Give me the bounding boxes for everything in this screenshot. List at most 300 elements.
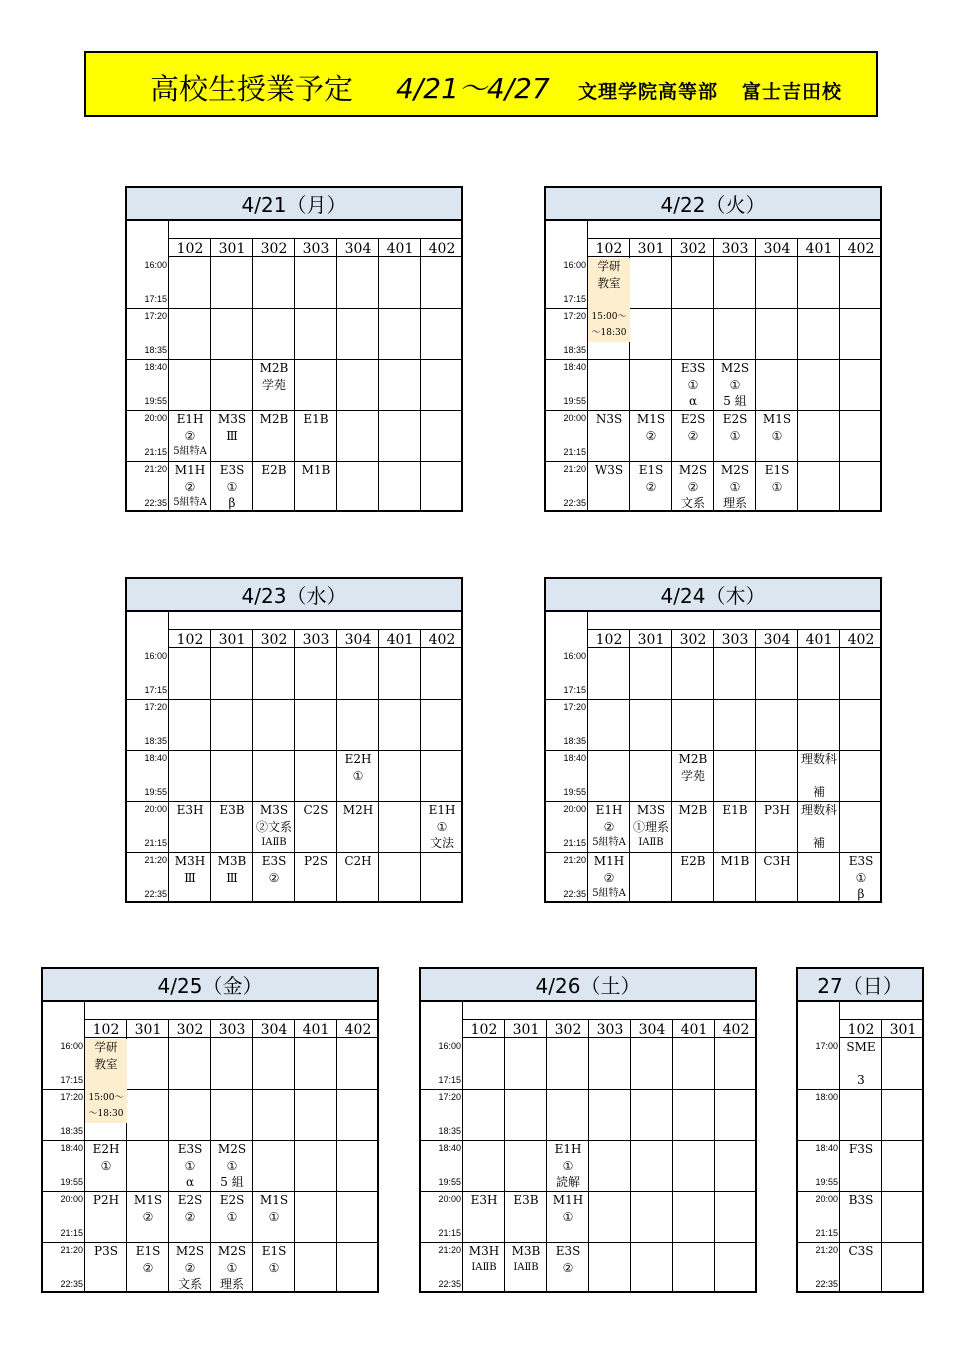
- class-line: M1B: [301, 463, 331, 477]
- time-start: 18:40: [563, 362, 586, 372]
- spacer: [588, 292, 630, 309]
- time-end: 22:35: [563, 498, 586, 508]
- spacer: [85, 1073, 127, 1090]
- class-cell: [840, 853, 882, 904]
- row-divider: [127, 308, 461, 309]
- class-line: M2B: [259, 412, 289, 426]
- class-line: M2B: [259, 361, 289, 375]
- class-cell: [169, 411, 211, 462]
- class-cell: [672, 853, 714, 904]
- class-line: ①: [562, 1209, 574, 1224]
- time-end: 19:55: [563, 396, 586, 406]
- class-line: ①: [771, 479, 783, 494]
- class-line: α: [688, 394, 698, 408]
- class-line: ①: [226, 1260, 238, 1275]
- room-label-304: 304: [763, 241, 791, 257]
- class-line: E1H: [595, 803, 623, 817]
- class-line: ①: [771, 428, 783, 443]
- time-start: 18:40: [563, 753, 586, 763]
- time-start: 21:20: [815, 1245, 838, 1255]
- class-line: β: [228, 496, 236, 510]
- room-label-304: 304: [638, 1022, 666, 1038]
- class-cell: [798, 802, 840, 853]
- row-divider: [127, 750, 461, 751]
- class-cell: [169, 1141, 211, 1192]
- time-end: 18:35: [144, 736, 167, 746]
- class-line: M3H: [468, 1244, 500, 1258]
- class-cell: [547, 1192, 589, 1243]
- class-line: M2S: [217, 1142, 247, 1156]
- class-cell: [169, 1243, 211, 1294]
- class-line: ②: [645, 479, 657, 494]
- time-start: 16:00: [563, 260, 586, 270]
- class-line: N3S: [595, 412, 623, 426]
- class-cell: [211, 411, 253, 462]
- time-start: 21:20: [144, 855, 167, 865]
- study-room-hours: 15:00～: [88, 1093, 124, 1103]
- class-line: E1B: [303, 412, 329, 426]
- study-room-label: 教室: [597, 276, 621, 290]
- time-end: 17:15: [60, 1075, 83, 1085]
- class-line: ⅠAⅡB: [638, 837, 664, 848]
- class-line: M3S: [259, 803, 289, 817]
- school-name: 文理学院高等部: [578, 81, 719, 103]
- room-label-304: 304: [260, 1022, 288, 1038]
- class-line: P3H: [763, 803, 791, 817]
- column-divider: [336, 1019, 337, 1293]
- class-cell: [630, 802, 672, 853]
- class-line: C2H: [344, 854, 372, 868]
- class-line: ⅠAⅡB: [471, 1261, 497, 1273]
- class-line: ①: [687, 377, 699, 392]
- class-line: ①理系: [632, 819, 669, 834]
- class-line: 5 組: [723, 394, 747, 408]
- class-line: ②: [142, 1209, 154, 1224]
- class-line: 読解: [555, 1175, 580, 1189]
- class-line: C3S: [848, 1244, 874, 1258]
- day-schedule-0423: [125, 577, 463, 903]
- class-cell: [127, 1243, 169, 1294]
- room-label-402: 402: [344, 1022, 372, 1038]
- class-line: E2H: [92, 1142, 120, 1156]
- study-room-hours: ～18:30: [88, 1109, 124, 1119]
- branch-name: 富士吉田校: [742, 81, 843, 103]
- class-cell: [588, 853, 630, 904]
- time-start: 17:20: [144, 702, 167, 712]
- class-line: E1B: [722, 803, 748, 817]
- class-line: M1B: [720, 854, 750, 868]
- class-line: E3B: [219, 803, 245, 817]
- title-banner: [84, 51, 878, 117]
- class-cell: [630, 411, 672, 462]
- study-room-label: 教室: [94, 1057, 118, 1071]
- class-line: M3S: [217, 412, 247, 426]
- week-range: 4/21～4/27: [396, 72, 550, 105]
- day-title: 4/25（金）: [43, 969, 377, 1002]
- room-label-401: 401: [680, 1022, 708, 1038]
- class-cell: [211, 1141, 253, 1192]
- day-schedule-0424: [544, 577, 882, 903]
- class-line: ⅠAⅡB: [513, 1261, 539, 1273]
- time-end: 18:35: [438, 1126, 461, 1136]
- class-cell: [337, 853, 379, 904]
- class-cell: [756, 802, 798, 853]
- time-start: 17:20: [60, 1092, 83, 1102]
- time-start: 20:00: [563, 413, 586, 423]
- class-line: SME: [846, 1040, 876, 1054]
- class-line: [798, 819, 840, 836]
- class-cell: [337, 802, 379, 853]
- class-line: [840, 1056, 882, 1073]
- class-line: ②: [184, 428, 196, 443]
- class-line: M1S: [636, 412, 666, 426]
- class-line: E2H: [344, 752, 372, 766]
- class-line: E2S: [680, 412, 706, 426]
- time-end: 17:15: [438, 1075, 461, 1085]
- class-line: B3S: [848, 1193, 874, 1207]
- class-cell: [85, 1141, 127, 1192]
- class-cell: [421, 802, 463, 853]
- class-cell: [672, 751, 714, 802]
- time-end: 19:55: [438, 1177, 461, 1187]
- column-divider: [378, 238, 379, 512]
- class-cell: [253, 462, 295, 513]
- class-line: M2S: [720, 463, 750, 477]
- class-line: E1S: [261, 1244, 287, 1258]
- room-label-401: 401: [805, 632, 833, 648]
- class-line: E2B: [680, 854, 706, 868]
- time-start: 17:20: [563, 311, 586, 321]
- class-line: ②: [603, 819, 615, 834]
- class-cell: [253, 1243, 295, 1294]
- class-line: M2B: [678, 803, 708, 817]
- time-start: 17:20: [438, 1092, 461, 1102]
- time-end: 19:55: [144, 787, 167, 797]
- row-divider: [421, 1089, 755, 1090]
- class-line: C3H: [763, 854, 791, 868]
- study-room-hours: ～18:30: [591, 328, 627, 338]
- room-label-304: 304: [763, 632, 791, 648]
- class-line: P2H: [92, 1193, 120, 1207]
- class-cell: [211, 1192, 253, 1243]
- room-label-401: 401: [805, 241, 833, 257]
- time-end: 22:35: [144, 889, 167, 899]
- class-line: 学苑: [680, 768, 705, 783]
- column-divider: [630, 1019, 631, 1293]
- class-line: C2S: [303, 803, 329, 817]
- room-label-102: 102: [176, 632, 204, 648]
- room-label-304: 304: [344, 241, 372, 257]
- day-schedule-0422: [544, 186, 882, 512]
- time-end: 18:35: [60, 1126, 83, 1136]
- class-line: E1H: [428, 803, 456, 817]
- time-start: 16:00: [563, 651, 586, 661]
- class-line: ①: [352, 768, 364, 783]
- time-end: 22:35: [815, 1279, 838, 1289]
- class-cell: [169, 853, 211, 904]
- class-line: Ⅲ: [226, 428, 238, 443]
- class-cell: [295, 411, 337, 462]
- time-end: 18:35: [563, 345, 586, 355]
- class-line: ②: [268, 870, 280, 885]
- class-cell: [505, 1192, 547, 1243]
- time-start: 20:00: [563, 804, 586, 814]
- class-line: ①: [100, 1158, 112, 1173]
- class-line: ②: [184, 479, 196, 494]
- time-end: 17:15: [563, 685, 586, 695]
- class-line: ①: [729, 479, 741, 494]
- room-label-402: 402: [722, 1022, 750, 1038]
- class-cell: [295, 853, 337, 904]
- class-line: M1H: [174, 463, 206, 477]
- class-line: ②: [142, 1260, 154, 1275]
- class-line: ①: [226, 1158, 238, 1173]
- class-line: ①: [268, 1260, 280, 1275]
- class-line: M2S: [175, 1244, 205, 1258]
- room-label-303: 303: [218, 1022, 246, 1038]
- class-cell: [85, 1192, 127, 1243]
- study-room-label: 学研: [597, 259, 621, 273]
- room-label-401: 401: [386, 632, 414, 648]
- class-line: ②: [645, 428, 657, 443]
- room-label-303: 303: [596, 1022, 624, 1038]
- room-label-301: 301: [637, 241, 665, 257]
- class-cell: [672, 411, 714, 462]
- class-line: M3S: [636, 803, 666, 817]
- class-line: M3B: [217, 854, 247, 868]
- class-line: E3S: [680, 361, 706, 375]
- time-end: 21:15: [563, 447, 586, 457]
- class-cell: [211, 1243, 253, 1294]
- class-line: 5組特A: [173, 446, 207, 457]
- class-cell: [253, 802, 295, 853]
- class-line: 5組特A: [173, 497, 207, 508]
- time-start: 18:40: [60, 1143, 83, 1153]
- room-label-402: 402: [428, 632, 456, 648]
- class-cell: [505, 1243, 547, 1294]
- class-line: E1S: [638, 463, 664, 477]
- header-spacer-line: [587, 629, 881, 630]
- time-end: 17:15: [144, 685, 167, 695]
- class-line: 文系: [680, 496, 705, 510]
- room-label-401: 401: [302, 1022, 330, 1038]
- time-start: 20:00: [438, 1194, 461, 1204]
- class-line: 文系: [177, 1277, 202, 1291]
- class-line: 理数科: [800, 752, 837, 766]
- time-end: 19:55: [60, 1177, 83, 1187]
- room-label-402: 402: [428, 241, 456, 257]
- time-start: 18:40: [144, 753, 167, 763]
- room-label-301: 301: [889, 1022, 917, 1038]
- time-start: 21:20: [563, 855, 586, 865]
- header-spacer-line: [84, 1019, 378, 1020]
- class-line: E3S: [555, 1244, 581, 1258]
- day-title: 4/26（土）: [421, 969, 755, 1002]
- class-line: ①: [226, 479, 238, 494]
- class-line: P2S: [304, 854, 328, 868]
- class-cell: [630, 462, 672, 513]
- room-label-301: 301: [218, 241, 246, 257]
- time-start: 18:40: [815, 1143, 838, 1153]
- class-cell: [169, 802, 211, 853]
- time-start: 17:20: [144, 311, 167, 321]
- class-line: ①: [855, 870, 867, 885]
- class-line: ①: [729, 428, 741, 443]
- time-start: 21:20: [144, 464, 167, 474]
- class-line: E3B: [513, 1193, 539, 1207]
- room-label-402: 402: [847, 241, 875, 257]
- class-line: ①: [729, 377, 741, 392]
- class-cell: [756, 411, 798, 462]
- class-line: 学苑: [261, 377, 286, 392]
- class-line: E2B: [261, 463, 287, 477]
- class-line: 補: [812, 785, 825, 799]
- room-label-304: 304: [344, 632, 372, 648]
- class-cell: [463, 1192, 505, 1243]
- header-spacer-line: [168, 238, 462, 239]
- class-cell: [588, 411, 630, 462]
- class-line: E3S: [848, 854, 874, 868]
- page-title: 高校生授業予定: [150, 72, 354, 106]
- class-line: ②: [184, 1209, 196, 1224]
- time-end: 21:15: [563, 838, 586, 848]
- class-line: ①: [268, 1209, 280, 1224]
- class-cell: [714, 411, 756, 462]
- time-start: 16:00: [144, 651, 167, 661]
- room-label-302: 302: [260, 632, 288, 648]
- time-end: 18:35: [144, 345, 167, 355]
- room-label-102: 102: [470, 1022, 498, 1038]
- time-start: 20:00: [144, 804, 167, 814]
- class-cell: [672, 802, 714, 853]
- header-spacer-line: [587, 238, 881, 239]
- day-title: 4/23（水）: [127, 579, 461, 612]
- room-label-302: 302: [679, 241, 707, 257]
- class-cell: [840, 1192, 882, 1243]
- room-label-303: 303: [721, 241, 749, 257]
- class-line: 5組特A: [592, 888, 626, 899]
- class-cell: [211, 853, 253, 904]
- class-line: 理系: [722, 496, 747, 510]
- time-end: 21:15: [60, 1228, 83, 1238]
- class-line: M1S: [133, 1193, 163, 1207]
- study-room-block: [85, 1039, 127, 1123]
- time-start: 16:00: [144, 260, 167, 270]
- class-cell: [547, 1141, 589, 1192]
- time-end: 19:55: [563, 787, 586, 797]
- room-label-102: 102: [847, 1022, 875, 1038]
- class-line: M2S: [217, 1244, 247, 1258]
- class-line: 5 組: [220, 1175, 244, 1189]
- room-label-302: 302: [679, 632, 707, 648]
- day-schedule-0425: [41, 967, 379, 1293]
- class-cell: [714, 462, 756, 513]
- class-cell: [211, 802, 253, 853]
- room-label-301: 301: [512, 1022, 540, 1038]
- class-cell: [672, 462, 714, 513]
- class-cell: [756, 853, 798, 904]
- column-divider: [420, 238, 421, 512]
- time-end: 19:55: [144, 396, 167, 406]
- room-label-302: 302: [554, 1022, 582, 1038]
- time-end: 22:35: [438, 1279, 461, 1289]
- day-title: 4/24（木）: [546, 579, 880, 612]
- class-cell: [211, 462, 253, 513]
- class-line: E1S: [764, 463, 790, 477]
- class-cell: [253, 360, 295, 411]
- class-cell: [714, 360, 756, 411]
- class-line: M3B: [511, 1244, 541, 1258]
- class-cell: [840, 1141, 882, 1192]
- class-line: ②: [687, 428, 699, 443]
- class-line: E2S: [219, 1193, 245, 1207]
- class-line: M1S: [762, 412, 792, 426]
- time-start: 20:00: [815, 1194, 838, 1204]
- class-line: 5組特A: [592, 837, 626, 848]
- time-start: 21:20: [438, 1245, 461, 1255]
- study-room-hours: 15:00～: [591, 312, 627, 322]
- class-line: E1S: [135, 1244, 161, 1258]
- header-spacer-line: [462, 1019, 756, 1020]
- class-cell: [85, 1243, 127, 1294]
- class-line: E3H: [470, 1193, 498, 1207]
- class-line: ②: [184, 1260, 196, 1275]
- class-cell: [840, 1243, 882, 1294]
- class-line: M1H: [593, 854, 625, 868]
- class-line: E2S: [722, 412, 748, 426]
- room-label-303: 303: [721, 632, 749, 648]
- class-line: ②: [603, 870, 615, 885]
- time-end: 22:35: [60, 1279, 83, 1289]
- day-schedule-0426: [419, 967, 757, 1293]
- class-line: E1H: [554, 1142, 582, 1156]
- column-divider: [672, 1019, 673, 1293]
- time-end: 18:35: [563, 736, 586, 746]
- class-cell: [588, 462, 630, 513]
- class-line: P3S: [94, 1244, 118, 1258]
- time-start: 20:00: [60, 1194, 83, 1204]
- time-end: 17:15: [144, 294, 167, 304]
- room-label-301: 301: [134, 1022, 162, 1038]
- class-line: ②: [687, 479, 699, 494]
- class-line: M2S: [678, 463, 708, 477]
- room-label-302: 302: [176, 1022, 204, 1038]
- time-start: 17:20: [563, 702, 586, 712]
- time-start: 18:40: [438, 1143, 461, 1153]
- class-line: ⅠAⅡB: [261, 837, 287, 848]
- study-room-block: [588, 258, 630, 342]
- room-label-402: 402: [847, 632, 875, 648]
- room-label-301: 301: [637, 632, 665, 648]
- row-divider: [127, 699, 461, 700]
- class-cell: [798, 751, 840, 802]
- column-divider: [839, 238, 840, 512]
- class-cell: [714, 802, 756, 853]
- class-line: E3S: [261, 854, 287, 868]
- day-title: 4/21（月）: [127, 188, 461, 221]
- class-line: F3S: [848, 1142, 874, 1156]
- room-label-303: 303: [302, 241, 330, 257]
- class-line: 補: [812, 836, 825, 850]
- day-schedule-0427: [796, 967, 924, 1293]
- time-end: 22:35: [563, 889, 586, 899]
- study-room-label: 学研: [94, 1040, 118, 1054]
- room-label-102: 102: [595, 241, 623, 257]
- class-cell: [756, 462, 798, 513]
- time-end: 21:15: [815, 1228, 838, 1238]
- header-spacer-line: [168, 629, 462, 630]
- class-cell: [463, 1243, 505, 1294]
